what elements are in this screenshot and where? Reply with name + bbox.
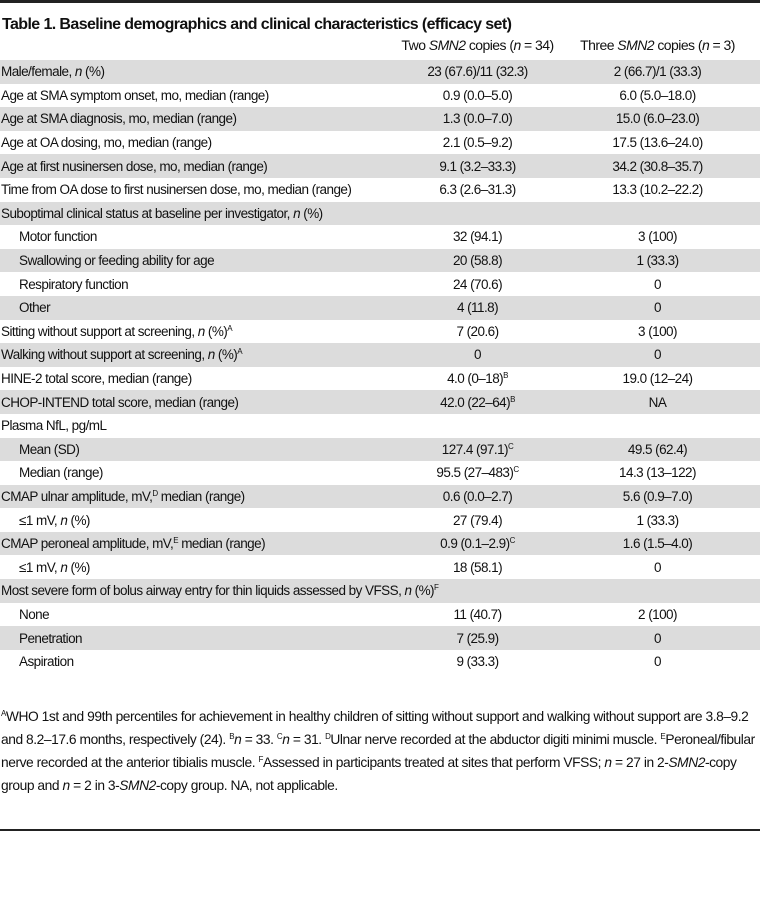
text-segment: Age at SMA symptom onset, mo, median (range) <box>1 87 269 103</box>
text-segment: (%) <box>81 64 105 80</box>
table-row <box>0 154 760 178</box>
three-copies-value <box>555 650 760 674</box>
text-segment: 127.4 (97.1) <box>441 441 508 457</box>
three-copies-value <box>555 343 760 367</box>
text-segment: Two <box>401 37 429 53</box>
three-copies-value <box>555 225 760 249</box>
footnote-marker: D <box>152 488 158 498</box>
text-segment: 11 (40.7) <box>453 606 502 622</box>
two-copies-value <box>400 249 555 273</box>
three-copies-value <box>555 485 760 509</box>
text-segment: 19.0 (12–24) <box>622 371 693 387</box>
three-copies-value <box>555 60 760 84</box>
two-copies-value <box>400 296 555 320</box>
text-segment: = 33. <box>241 732 277 747</box>
footnote-marker: E <box>173 536 178 546</box>
row-label <box>0 107 400 131</box>
text-segment: CMAP peroneal amplitude, mV, <box>1 536 174 552</box>
row-label <box>0 367 400 391</box>
table-row <box>0 555 760 579</box>
table-row <box>0 84 760 108</box>
text-segment: 6.3 (2.6–31.3) <box>439 182 516 198</box>
row-label <box>0 272 400 296</box>
footnote-marker: F <box>258 755 263 764</box>
text-segment: n <box>513 37 521 53</box>
text-segment: 49.5 (62.4) <box>627 441 688 457</box>
text-segment: 13.3 (10.2–22.2) <box>612 182 703 198</box>
text-segment: n <box>282 732 290 747</box>
table-row <box>0 390 760 414</box>
text-segment: 0.6 (0.0–2.7) <box>442 488 513 504</box>
footnote-marker: A <box>237 347 243 357</box>
top-rule <box>0 0 760 3</box>
table-row <box>0 202 760 226</box>
text-segment: (%) <box>204 323 228 339</box>
text-segment: = 3) <box>709 37 735 53</box>
text-segment: Assessed in participants treated at sites that perform VFSS; <box>262 755 605 770</box>
table-row <box>0 249 760 273</box>
text-segment: ≤1 mV, <box>19 559 61 575</box>
row-section-label <box>0 579 760 603</box>
text-segment: Respiratory function <box>19 276 129 292</box>
text-segment: Sitting without support at screening, <box>1 323 198 339</box>
text-segment: n <box>60 512 68 528</box>
text-segment: n <box>197 323 205 339</box>
text-segment: copies ( <box>465 37 514 53</box>
text-segment: SMN2 <box>668 755 705 770</box>
text-segment: 6.0 (5.0–18.0) <box>619 87 696 103</box>
table-row <box>0 414 760 438</box>
two-copies-value <box>400 154 555 178</box>
two-copies-value <box>400 603 555 627</box>
footnote-marker: B <box>503 371 508 381</box>
two-copies-value <box>400 438 555 462</box>
two-copies-value <box>400 272 555 296</box>
two-copies-value <box>400 60 555 84</box>
text-segment: 27 (79.4) <box>452 512 503 528</box>
demographics-table <box>0 30 760 673</box>
text-segment: 34.2 (30.8–35.7) <box>612 158 703 174</box>
three-copies-value <box>555 438 760 462</box>
text-segment: Peroneal/fibular nerve recorded at the anterior tibialis muscle. <box>1 732 755 770</box>
text-segment: 14.3 (13–122) <box>619 465 696 481</box>
text-segment: ≤1 mV, <box>19 512 61 528</box>
header-label <box>0 30 400 60</box>
table-row <box>0 225 760 249</box>
text-segment: Penetration <box>19 630 82 646</box>
text-segment: 1 (33.3) <box>636 512 679 528</box>
table-row <box>0 532 760 556</box>
text-segment: SMN2 <box>617 37 654 53</box>
footnote-marker: B <box>510 394 515 404</box>
header-two-copies <box>400 30 555 60</box>
text-segment: 2 (100) <box>638 606 677 622</box>
text-segment: copies ( <box>654 37 702 53</box>
row-label <box>0 154 400 178</box>
header-row <box>0 30 760 60</box>
row-label <box>0 225 400 249</box>
row-label <box>0 60 400 84</box>
footnote-marker: F <box>434 583 439 593</box>
footnote-marker: D <box>325 732 331 741</box>
two-copies-value <box>400 390 555 414</box>
three-copies-value <box>555 107 760 131</box>
text-segment: 1.6 (1.5–4.0) <box>622 536 693 552</box>
footnote-marker: C <box>276 732 283 741</box>
table-row <box>0 367 760 391</box>
two-copies-value <box>400 131 555 155</box>
text-segment: 95.5 (27–483) <box>436 465 514 481</box>
table-row <box>0 603 760 627</box>
footnote-marker: B <box>229 732 235 741</box>
text-segment: (%) <box>67 559 90 575</box>
footnote-marker: A <box>227 323 233 333</box>
table-title: Table 1. Baseline demographics and clinical characteristics (efficacy set) <box>2 16 512 33</box>
table-row <box>0 461 760 485</box>
text-segment: (%) <box>67 512 90 528</box>
text-segment: 2.1 (0.5–9.2) <box>442 135 513 151</box>
text-segment: 0 <box>474 347 481 363</box>
three-copies-value <box>555 249 760 273</box>
text-segment: n <box>62 778 70 793</box>
table-row <box>0 485 760 509</box>
text-segment: -copy group. NA, not applicable. <box>155 778 338 793</box>
text-segment: (%) <box>214 347 238 363</box>
two-copies-value <box>400 107 555 131</box>
table-row <box>0 626 760 650</box>
table-row <box>0 343 760 367</box>
text-segment: Male/female, <box>1 64 75 80</box>
row-label <box>0 343 400 367</box>
two-copies-value <box>400 178 555 202</box>
text-segment: SMN2 <box>119 778 156 793</box>
text-segment: Age at OA dosing, mo, median (range) <box>1 135 212 151</box>
text-segment: Age at SMA diagnosis, mo, median (range) <box>1 111 237 127</box>
two-copies-value <box>400 532 555 556</box>
row-label <box>0 650 400 674</box>
text-segment: n <box>293 205 301 221</box>
table-row <box>0 107 760 131</box>
text-segment: 23 (67.6)/11 (32.3) <box>427 64 528 80</box>
text-segment: = 31. <box>289 732 326 747</box>
text-segment: = 34) <box>520 37 554 53</box>
row-label <box>0 508 400 532</box>
three-copies-value <box>555 131 760 155</box>
row-label <box>0 485 400 509</box>
text-segment: SMN2 <box>428 37 466 53</box>
three-copies-value <box>555 555 760 579</box>
text-segment: Walking without support at screening, <box>1 347 208 363</box>
table-body <box>0 60 760 673</box>
text-segment: 18 (58.1) <box>452 559 503 575</box>
text-segment: Median (range) <box>19 465 103 481</box>
text-segment: 20 (58.8) <box>452 253 503 269</box>
text-segment: 3 (100) <box>638 323 677 339</box>
row-label <box>0 390 400 414</box>
text-segment: WHO 1st and 99th percentiles for achievement in healthy children of sitting without support and walking without support are 3.8–9.2 and 8.2–17.6 months, respectively (24). <box>1 709 749 747</box>
table-row <box>0 650 760 674</box>
row-label <box>0 532 400 556</box>
row-label <box>0 438 400 462</box>
text-segment: 9.1 (3.2–33.3) <box>439 158 516 174</box>
text-segment: 2 (66.7)/1 (33.3) <box>613 64 702 80</box>
text-segment: 9 (33.3) <box>456 654 499 670</box>
text-segment: Other <box>19 300 51 316</box>
three-copies-value <box>555 532 760 556</box>
table-row <box>0 60 760 84</box>
text-segment: n <box>60 559 68 575</box>
row-label <box>0 296 400 320</box>
row-label <box>0 84 400 108</box>
two-copies-value <box>400 367 555 391</box>
footnote-marker: C <box>513 465 519 475</box>
text-segment: Aspiration <box>19 654 74 670</box>
text-segment: 0 <box>654 300 661 316</box>
row-label <box>0 461 400 485</box>
text-segment: 15.0 (6.0–23.0) <box>615 111 700 127</box>
text-segment: 0.9 (0.0–5.0) <box>442 87 513 103</box>
row-label <box>0 131 400 155</box>
three-copies-value <box>555 461 760 485</box>
row-label <box>0 555 400 579</box>
footnote-marker: A <box>1 709 6 718</box>
footnote-marker: C <box>509 536 515 546</box>
three-copies-value <box>555 178 760 202</box>
text-segment: n <box>74 64 82 80</box>
two-copies-value <box>400 225 555 249</box>
text-segment: 32 (94.1) <box>452 229 503 245</box>
three-copies-value <box>555 84 760 108</box>
text-segment: n <box>701 37 710 53</box>
text-segment: = 27 in 2- <box>611 755 669 770</box>
table-row <box>0 320 760 344</box>
text-segment: 0 <box>654 276 661 292</box>
text-segment: 1.3 (0.0–7.0) <box>442 111 513 127</box>
two-copies-value <box>400 650 555 674</box>
bottom-rule <box>0 829 760 831</box>
row-label <box>0 603 400 627</box>
two-copies-value <box>400 320 555 344</box>
text-segment: Time from OA dose to first nusinersen dose, mo, median (range) <box>1 182 352 198</box>
text-segment: Age at first nusinersen dose, mo, median (range) <box>1 158 268 174</box>
row-section-label <box>0 202 760 226</box>
text-segment: Plasma NfL, pg/mL <box>1 418 107 434</box>
footnote-marker: E <box>660 732 666 741</box>
table-row <box>0 131 760 155</box>
text-segment: Ulnar nerve recorded at the abductor digiti minimi muscle. <box>330 732 661 747</box>
text-segment: HINE-2 total score, median (range) <box>1 371 192 387</box>
text-segment: -copy group and <box>1 755 737 793</box>
footnotes <box>1 705 757 797</box>
three-copies-value <box>555 154 760 178</box>
three-copies-value <box>555 272 760 296</box>
text-segment: = 2 in 3- <box>69 778 120 793</box>
text-segment: 4 (11.8) <box>456 300 499 316</box>
text-segment: Most severe form of bolus airway entry for thin liquids assessed by VFSS, <box>1 583 405 599</box>
table-row <box>0 508 760 532</box>
row-label <box>0 626 400 650</box>
text-segment: n <box>207 347 215 363</box>
row-label <box>0 249 400 273</box>
three-copies-value <box>555 320 760 344</box>
table-row <box>0 579 760 603</box>
text-segment: 1 (33.3) <box>636 253 679 269</box>
row-label <box>0 320 400 344</box>
text-segment: median (range) <box>157 488 245 504</box>
text-segment: (%) <box>411 583 434 599</box>
three-copies-value <box>555 603 760 627</box>
three-copies-value <box>555 508 760 532</box>
two-copies-value <box>400 84 555 108</box>
table-row <box>0 296 760 320</box>
text-segment: 0 <box>654 347 661 363</box>
two-copies-value <box>400 508 555 532</box>
text-segment: Motor function <box>19 229 97 245</box>
text-segment: median (range) <box>178 536 266 552</box>
text-segment: 0.9 (0.1–2.9) <box>440 536 510 552</box>
text-segment: 42.0 (22–64) <box>440 394 511 410</box>
two-copies-value <box>400 485 555 509</box>
text-segment: 4.0 (0–18) <box>447 371 504 387</box>
three-copies-value <box>555 626 760 650</box>
text-segment: 24 (70.6) <box>452 276 503 292</box>
two-copies-value <box>400 343 555 367</box>
text-segment: Suboptimal clinical status at baseline per investigator, <box>1 205 294 221</box>
text-segment: 0 <box>654 559 661 575</box>
text-segment: None <box>19 606 50 622</box>
text-segment: 3 (100) <box>638 229 677 245</box>
text-segment: 7 (20.6) <box>456 323 499 339</box>
text-segment: CHOP-INTEND total score, median (range) <box>1 394 239 410</box>
text-segment: 0 <box>654 654 661 670</box>
text-segment: Three <box>580 37 618 53</box>
three-copies-value <box>555 296 760 320</box>
text-segment: n <box>404 583 412 599</box>
row-section-label <box>0 414 760 438</box>
footnote-marker: C <box>507 441 514 451</box>
three-copies-value <box>555 390 760 414</box>
two-copies-value <box>400 461 555 485</box>
text-segment: NA <box>648 394 667 410</box>
text-segment: n <box>234 732 242 747</box>
table-row <box>0 438 760 462</box>
text-segment: n <box>604 755 612 770</box>
text-segment: 5.6 (0.9–7.0) <box>622 488 693 504</box>
table-row <box>0 178 760 202</box>
three-copies-value <box>555 367 760 391</box>
text-segment: 0 <box>654 630 661 646</box>
text-segment: Swallowing or feeding ability for age <box>19 253 215 269</box>
two-copies-value <box>400 555 555 579</box>
text-segment: (%) <box>300 205 323 221</box>
text-segment: CMAP ulnar amplitude, mV, <box>1 488 153 504</box>
two-copies-value <box>400 626 555 650</box>
table-row <box>0 272 760 296</box>
text-segment: 17.5 (13.6–24.0) <box>612 135 703 151</box>
text-segment: 7 (25.9) <box>456 630 499 646</box>
row-label <box>0 178 400 202</box>
text-segment: Mean (SD) <box>19 441 80 457</box>
header-three-copies <box>555 30 760 60</box>
